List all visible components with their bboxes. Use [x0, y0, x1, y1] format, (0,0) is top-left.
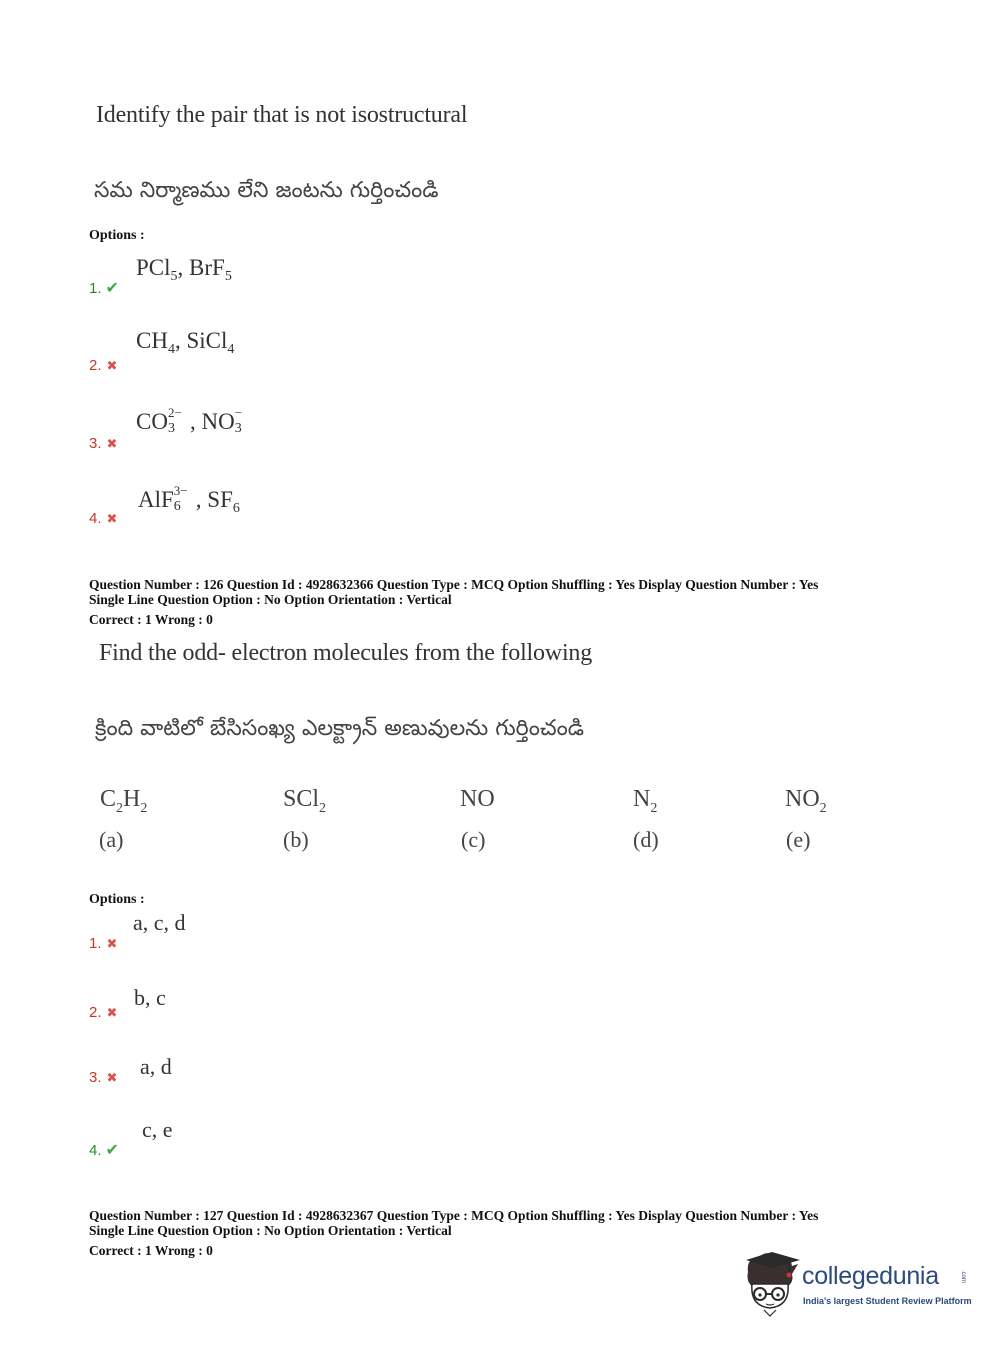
- question-1-options-label: Options :: [89, 228, 145, 243]
- question-2-telugu-text: క్రింది వాటిలో బేసిసంఖ్య ఎలక్ట్రాన్ అణువులను గుర్తించండి: [95, 716, 585, 741]
- molecule-d: $N_2$: [633, 786, 658, 816]
- molecule-e: $NO_2$: [785, 786, 827, 816]
- molecule-b: SCl$_2$: [283, 786, 327, 816]
- q2-option-1-text[interactable]: a, c, d: [133, 910, 186, 935]
- question-1-telugu-text: సమ నిర్మాణము లేని జంటను గుర్తించండి: [94, 178, 439, 203]
- molecule-a-letter: (a): [99, 827, 124, 852]
- logo-tagline: India's largest Student Review Platform: [803, 1296, 972, 1306]
- mascot-icon: [742, 1250, 802, 1318]
- molecule-d-letter: (d): [633, 827, 659, 852]
- q1-option-3-formula[interactable]: CO 2− 3 , NO − 3: [136, 405, 243, 436]
- q1-option-1-number: 1. ✔: [89, 280, 119, 297]
- q1-option-4-formula[interactable]: AlF 3− 6 , $SF_6$: [138, 483, 240, 516]
- molecule-e-letter: (e): [786, 827, 811, 852]
- cross-icon: ✖: [106, 1005, 118, 1020]
- question-1-text: Identify the pair that is not isostructural: [96, 102, 468, 128]
- q1-option-4-number: 4. ✖: [89, 510, 118, 527]
- q2-option-1-number: 1. ✖: [89, 935, 118, 952]
- collegedunia-logo[interactable]: [742, 1250, 972, 1320]
- q1-option-2-number: 2. ✖: [89, 357, 118, 374]
- cross-icon: ✖: [106, 358, 118, 373]
- molecule-c-letter: (c): [461, 827, 486, 852]
- question-meta-1: Question Number : 126 Question Id : 4928632366 Question Type : MCQ Option Shuffling : Yes Display Question Number : Yes Single Line Question Option : No Option Orientation : Vertical Correct : 1 Wrong : 0: [89, 577, 819, 627]
- logo-com: .com: [960, 1270, 966, 1284]
- q2-option-4-text[interactable]: c, e: [142, 1117, 173, 1142]
- q1-option-2-formula[interactable]: $CH_4$, SiCl$_4$: [136, 328, 235, 357]
- cross-icon: ✖: [106, 511, 118, 526]
- q2-option-4-number: 4. ✔: [89, 1142, 119, 1159]
- question-meta-2: Question Number : 127 Question Id : 4928632367 Question Type : MCQ Option Shuffling : Yes Display Question Number : Yes Single Line Question Option : No Option Orientation : Vertical Correct : 1 Wrong : 0: [89, 1208, 819, 1258]
- molecule-a: $C_2H_2$: [100, 786, 148, 816]
- cross-icon: ✖: [106, 1070, 118, 1085]
- check-icon: ✔: [105, 280, 119, 297]
- question-2-text: Find the odd- electron molecules from the following: [99, 640, 593, 666]
- q1-option-3-number: 3. ✖: [89, 435, 118, 452]
- q2-option-2-text[interactable]: b, c: [134, 985, 166, 1010]
- molecule-c: NO: [460, 786, 495, 812]
- question-2-options-label: Options :: [89, 892, 145, 907]
- q2-option-3-text[interactable]: a, d: [140, 1054, 172, 1079]
- molecule-b-letter: (b): [283, 827, 309, 852]
- q2-option-2-number: 2. ✖: [89, 1004, 118, 1021]
- logo-name: collegedunia: [802, 1262, 939, 1290]
- q1-option-1-formula[interactable]: PCl$_5$, BrF$_5$: [136, 255, 232, 284]
- cross-icon: ✖: [106, 436, 118, 451]
- check-icon: ✔: [105, 1142, 119, 1159]
- cross-icon: ✖: [106, 936, 118, 951]
- q2-option-3-number: 3. ✖: [89, 1069, 118, 1086]
